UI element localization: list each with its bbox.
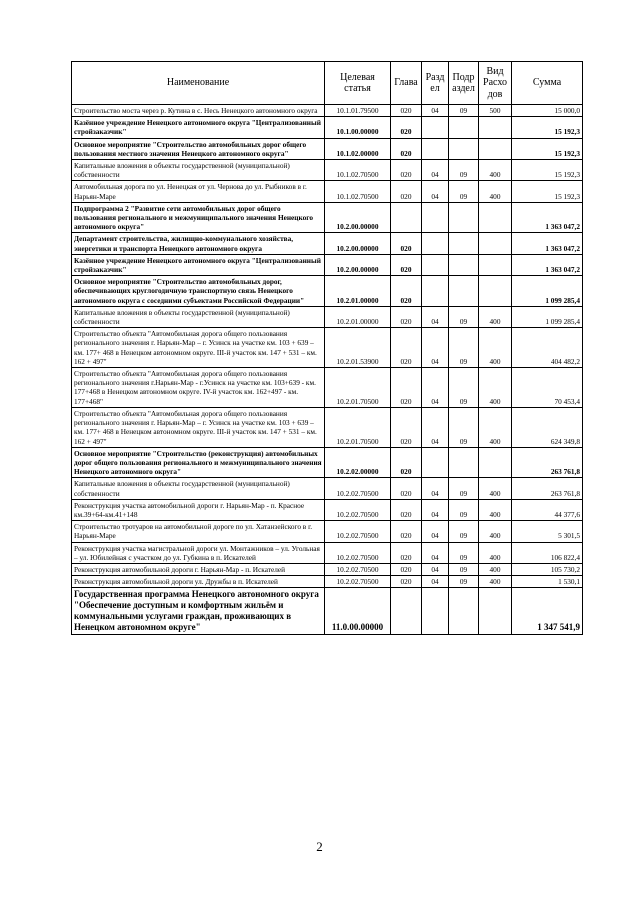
cell-section — [422, 202, 449, 233]
cell-sum: 1 347 541,9 — [512, 588, 583, 635]
cell-name: Строительство объекта "Автомобильная дорога общего пользования регионального значения г. Нарьян-Мар – г. Усинск на участке км. 103 + 639 – км. 177+ 468 в Ненецком автономном округе. III-й участок км. 147 + 531 – км. 162 + 497" — [72, 407, 325, 447]
cell-sum: 70 453,4 — [512, 368, 583, 408]
cell-subsection: 09 — [449, 542, 479, 563]
cell-expense-type: 400 — [479, 181, 512, 202]
cell-section — [422, 276, 449, 307]
cell-section: 04 — [422, 328, 449, 368]
budget-table — [71, 61, 583, 635]
cell-chapter: 020 — [391, 499, 422, 520]
cell-expense-type — [479, 276, 512, 307]
cell-section: 04 — [422, 576, 449, 588]
cell-section: 04 — [422, 181, 449, 202]
table-row — [72, 521, 583, 542]
cell-name: Капитальные вложения в объекты государственной (муниципальной) собственности — [72, 160, 325, 181]
cell-subsection — [449, 233, 479, 254]
cell-subsection — [449, 117, 479, 138]
cell-chapter: 020 — [391, 105, 422, 117]
cell-target: 10.1.02.70500 — [325, 181, 391, 202]
cell-subsection: 09 — [449, 407, 479, 447]
table-row — [72, 117, 583, 138]
header-name: Наименование — [72, 62, 325, 105]
cell-expense-type — [479, 588, 512, 635]
cell-target: 11.0.00.00000 — [325, 588, 391, 635]
cell-target: 10.2.01.53900 — [325, 328, 391, 368]
cell-chapter: 020 — [391, 254, 422, 275]
cell-name: Реконструкция участка автомобильной дороги г. Нарьян-Мар - п. Красное км.39+64-км.41+148 — [72, 499, 325, 520]
cell-name: Казённое учреждение Ненецкого автономного округа "Централизованный стройзаказчик" — [72, 254, 325, 275]
cell-subsection: 09 — [449, 181, 479, 202]
cell-sum: 1 363 047,2 — [512, 202, 583, 233]
cell-name: Основное мероприятие "Строительство (реконструкция) автомобильных дорог общего пользования регионального и межмуниципального значения Ненецкого автономного округа" — [72, 447, 325, 478]
cell-subsection: 09 — [449, 160, 479, 181]
table-row — [72, 233, 583, 254]
cell-name: Строительство тротуаров на автомобильной дороге по ул. Хатанзейского в г. Нарьян-Маре — [72, 521, 325, 542]
table-row — [72, 105, 583, 117]
header-subsection: Подр аздел — [449, 62, 479, 105]
cell-expense-type: 400 — [479, 407, 512, 447]
cell-sum: 15 192,3 — [512, 181, 583, 202]
cell-expense-type: 400 — [479, 478, 512, 499]
cell-section — [422, 447, 449, 478]
cell-target: 10.2.01.00000 — [325, 276, 391, 307]
cell-chapter: 020 — [391, 117, 422, 138]
cell-section: 04 — [422, 499, 449, 520]
cell-chapter: 020 — [391, 181, 422, 202]
cell-sum: 1 363 047,2 — [512, 254, 583, 275]
cell-sum: 1 530,1 — [512, 576, 583, 588]
cell-subsection: 09 — [449, 521, 479, 542]
header-section: Разд ел — [422, 62, 449, 105]
cell-section — [422, 138, 449, 159]
cell-expense-type: 400 — [479, 563, 512, 575]
cell-subsection: 09 — [449, 563, 479, 575]
cell-section: 04 — [422, 563, 449, 575]
cell-sum: 624 349,8 — [512, 407, 583, 447]
cell-name: Основное мероприятие "Строительство автомобильных дорог общего пользования местного значения Ненецкого автономного округа" — [72, 138, 325, 159]
table-row — [72, 563, 583, 575]
cell-name: Автомобильная дорога по ул. Ненецкая от ул. Чернова до ул. Рыбников в г. Нарьян-Маре — [72, 181, 325, 202]
cell-expense-type — [479, 447, 512, 478]
cell-sum: 1 363 047,2 — [512, 233, 583, 254]
cell-expense-type: 400 — [479, 521, 512, 542]
table-row — [72, 368, 583, 408]
table-row — [72, 478, 583, 499]
cell-expense-type — [479, 254, 512, 275]
cell-expense-type: 400 — [479, 160, 512, 181]
cell-chapter: 020 — [391, 306, 422, 327]
cell-section — [422, 233, 449, 254]
cell-expense-type: 400 — [479, 542, 512, 563]
cell-target: 10.2.01.00000 — [325, 306, 391, 327]
table-row — [72, 138, 583, 159]
cell-name: Капитальные вложения в объекты государственной (муниципальной) собственности — [72, 306, 325, 327]
cell-target: 10.2.02.70500 — [325, 542, 391, 563]
cell-subsection: 09 — [449, 576, 479, 588]
cell-section — [422, 254, 449, 275]
cell-section — [422, 117, 449, 138]
page-number: 2 — [316, 839, 323, 854]
cell-expense-type — [479, 233, 512, 254]
table-row — [72, 328, 583, 368]
cell-name: Подпрограмма 2 "Развитие сети автомобильных дорог общего пользования регионального и межмуниципального значения Ненецкого автономного округа" — [72, 202, 325, 233]
cell-target: 10.1.02.00000 — [325, 138, 391, 159]
cell-subsection: 09 — [449, 306, 479, 327]
cell-subsection — [449, 254, 479, 275]
cell-chapter: 020 — [391, 407, 422, 447]
header-chapter: Глава — [391, 62, 422, 105]
cell-target: 10.2.01.70500 — [325, 407, 391, 447]
cell-sum: 5 301,5 — [512, 521, 583, 542]
cell-section: 04 — [422, 521, 449, 542]
cell-target: 10.2.00.00000 — [325, 254, 391, 275]
table-row — [72, 407, 583, 447]
table-row — [72, 499, 583, 520]
cell-name: Департамент строительства, жилищно-коммунального хозяйства, энергетики и транспорта Ненецкого автономного округа — [72, 233, 325, 254]
cell-section — [422, 588, 449, 635]
cell-chapter: 020 — [391, 138, 422, 159]
cell-subsection — [449, 138, 479, 159]
cell-name: Реконструкция автомобильной дороги ул. Дружбы в п. Искателей — [72, 576, 325, 588]
cell-subsection: 09 — [449, 105, 479, 117]
cell-name: Строительство моста через р. Кутина в с. Несь Ненецкого автономного округа — [72, 105, 325, 117]
cell-section: 04 — [422, 368, 449, 408]
cell-name: Государственная программа Ненецкого автономного округа "Обеспечение доступным и комфортным жильём и коммунальными услугами граждан, проживающих в Ненецком автономном округе" — [72, 588, 325, 635]
cell-sum: 44 377,6 — [512, 499, 583, 520]
cell-section: 04 — [422, 478, 449, 499]
cell-subsection — [449, 447, 479, 478]
cell-expense-type: 400 — [479, 499, 512, 520]
cell-section: 04 — [422, 105, 449, 117]
cell-expense-type: 500 — [479, 105, 512, 117]
cell-name: Казённое учреждение Ненецкого автономного округа "Централизованный стройзаказчик" — [72, 117, 325, 138]
cell-target: 10.1.02.70500 — [325, 160, 391, 181]
table-row — [72, 306, 583, 327]
cell-subsection — [449, 202, 479, 233]
cell-target: 10.2.02.70500 — [325, 563, 391, 575]
cell-sum: 15 192,3 — [512, 117, 583, 138]
cell-expense-type: 400 — [479, 328, 512, 368]
cell-subsection — [449, 276, 479, 307]
table-row — [72, 576, 583, 588]
cell-chapter: 020 — [391, 368, 422, 408]
cell-name: Капитальные вложения в объекты государственной (муниципальной) собственности — [72, 478, 325, 499]
cell-sum: 15 192,3 — [512, 138, 583, 159]
cell-name: Основное мероприятие "Строительство автомобильных дорог, обеспечивающих круглогодичную транспортную связь Ненецкого автономного округа с соседними субъектами Российской Федерации" — [72, 276, 325, 307]
table-row — [72, 276, 583, 307]
cell-section: 04 — [422, 306, 449, 327]
cell-chapter: 020 — [391, 447, 422, 478]
cell-target: 10.2.02.70500 — [325, 478, 391, 499]
table-row — [72, 181, 583, 202]
cell-target: 10.2.00.00000 — [325, 202, 391, 233]
cell-chapter: 020 — [391, 160, 422, 181]
cell-sum: 106 822,4 — [512, 542, 583, 563]
cell-target: 10.2.02.70500 — [325, 499, 391, 520]
cell-subsection: 09 — [449, 368, 479, 408]
cell-target: 10.2.02.00000 — [325, 447, 391, 478]
cell-name: Реконструкция участка магистральной дороги ул. Монтажников – ул. Угольная – ул. Юбилейная с участком до ул. Губкина в п. Искателей — [72, 542, 325, 563]
cell-target: 10.1.01.79500 — [325, 105, 391, 117]
cell-name: Реконструкция автомобильной дороги г. Нарьян-Мар - п. Искателей — [72, 563, 325, 575]
cell-chapter: 020 — [391, 563, 422, 575]
cell-expense-type — [479, 202, 512, 233]
cell-sum: 1 099 285,4 — [512, 306, 583, 327]
cell-sum: 404 482,2 — [512, 328, 583, 368]
cell-target: 10.2.00.00000 — [325, 233, 391, 254]
cell-subsection — [449, 588, 479, 635]
table-row — [72, 447, 583, 478]
cell-chapter: 020 — [391, 542, 422, 563]
header-target: Целевая статья — [325, 62, 391, 105]
cell-sum: 263 761,8 — [512, 478, 583, 499]
table-row — [72, 202, 583, 233]
table-body — [72, 105, 583, 635]
cell-target: 10.2.02.70500 — [325, 521, 391, 542]
cell-expense-type — [479, 138, 512, 159]
cell-section: 04 — [422, 407, 449, 447]
cell-section: 04 — [422, 542, 449, 563]
table-row — [72, 542, 583, 563]
cell-chapter — [391, 588, 422, 635]
table-row — [72, 254, 583, 275]
cell-sum: 105 730,2 — [512, 563, 583, 575]
table-row — [72, 160, 583, 181]
cell-chapter: 020 — [391, 576, 422, 588]
cell-chapter: 020 — [391, 233, 422, 254]
header-expense-type: Вид Расхо дов — [479, 62, 512, 105]
cell-chapter: 020 — [391, 276, 422, 307]
cell-target: 10.1.00.00000 — [325, 117, 391, 138]
cell-section: 04 — [422, 160, 449, 181]
cell-expense-type: 400 — [479, 306, 512, 327]
cell-chapter: 020 — [391, 328, 422, 368]
cell-subsection: 09 — [449, 478, 479, 499]
cell-sum: 15 000,0 — [512, 105, 583, 117]
cell-expense-type: 400 — [479, 576, 512, 588]
cell-target: 10.2.01.70500 — [325, 368, 391, 408]
cell-name: Строительство объекта "Автомобильная дорога общего пользования регионального значения г. Нарьян-Мар – г. Усинск на участке км. 103 + 639 – км. 177+ 468 в Ненецком автономном округе. III-й участок км. 147 + 531 – км. 162 + 497" — [72, 328, 325, 368]
cell-chapter — [391, 202, 422, 233]
cell-subsection: 09 — [449, 499, 479, 520]
cell-expense-type — [479, 117, 512, 138]
header-sum: Сумма — [512, 62, 583, 105]
cell-subsection: 09 — [449, 328, 479, 368]
cell-sum: 15 192,3 — [512, 160, 583, 181]
cell-name: Строительство объекта "Автомобильная дорога общего пользования регионального значения г.Нарьян-Мар - г.Усинск на участке км. 103+639 - км. 177+468 в Ненецком автономном округе. IV-й участок км. 162+497 - км. 177+468" — [72, 368, 325, 408]
table-row — [72, 588, 583, 635]
cell-chapter: 020 — [391, 478, 422, 499]
header-row — [72, 62, 583, 105]
cell-target: 10.2.02.70500 — [325, 576, 391, 588]
cell-sum: 263 761,8 — [512, 447, 583, 478]
cell-sum: 1 099 285,4 — [512, 276, 583, 307]
cell-expense-type: 400 — [479, 368, 512, 408]
cell-chapter: 020 — [391, 521, 422, 542]
